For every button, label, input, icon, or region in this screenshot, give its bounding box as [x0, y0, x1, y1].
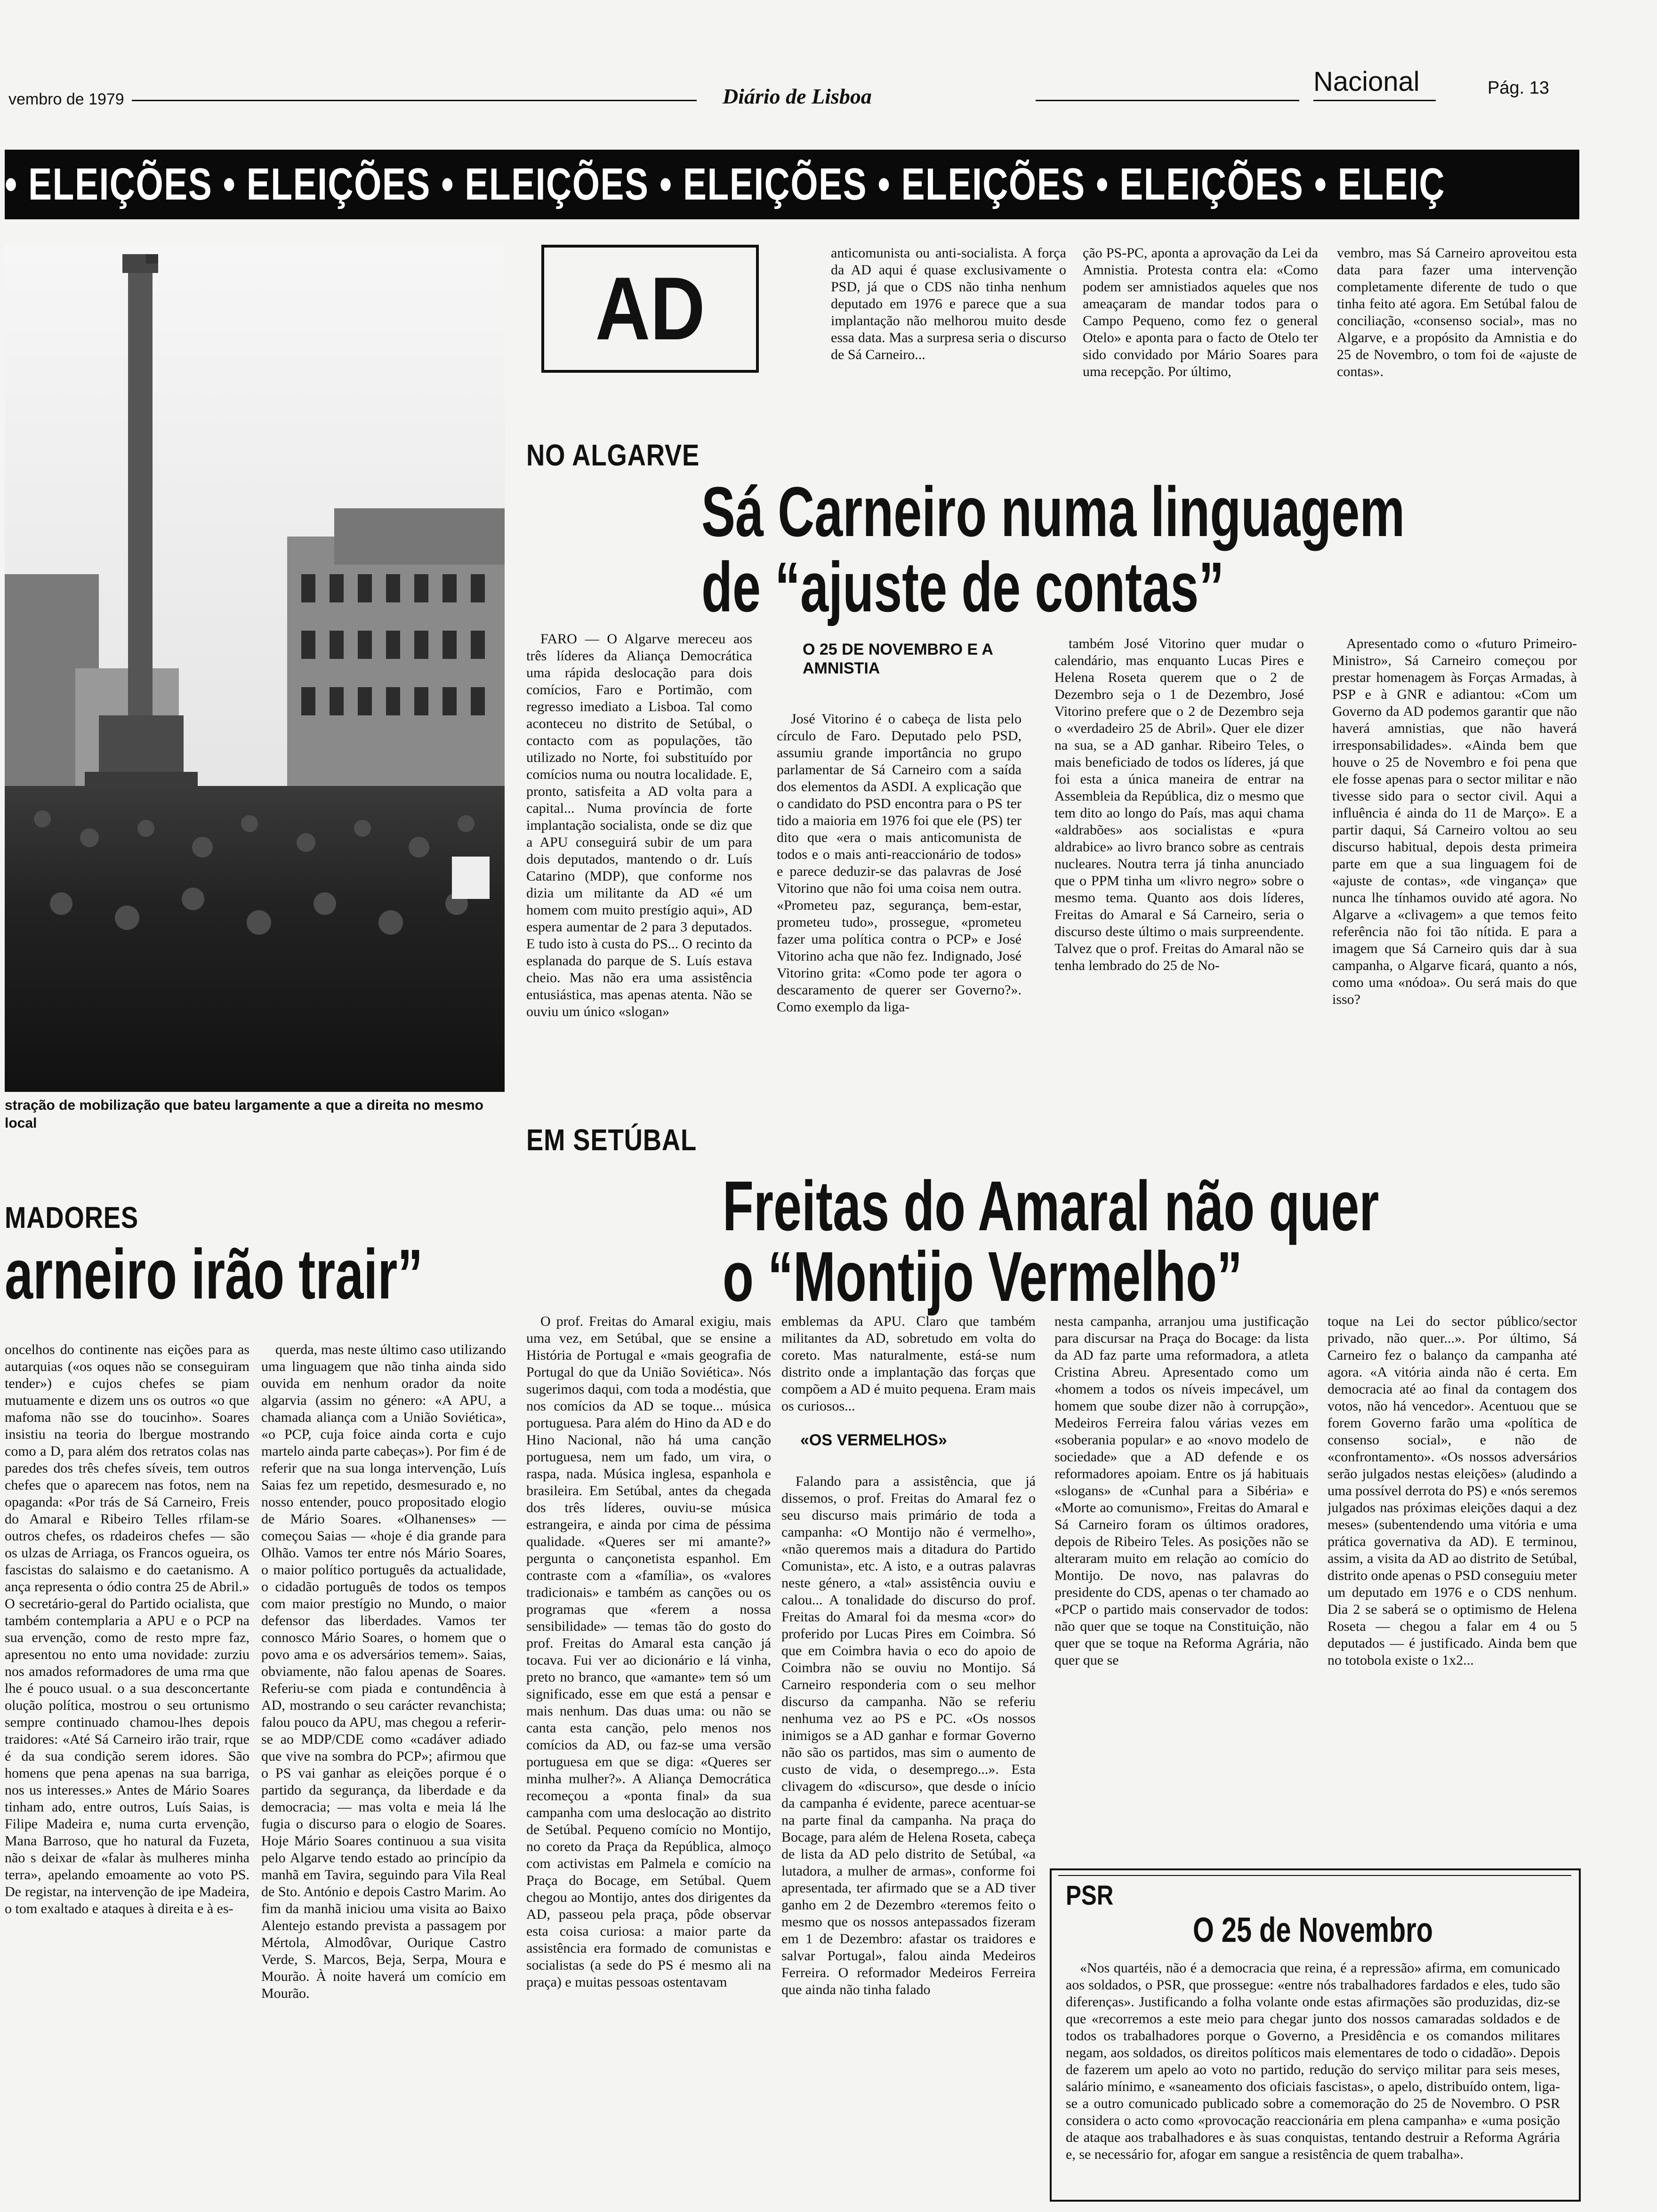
left-story-column-2-text: querda, mas neste último caso utilizando uma linguagem que não tinha ainda sido ouvida em nenhum orador da noite algarvia (assim no género: «A APU, a chamada aliança com a União Soviética», «o PCP, cuja foice ainda corta e cujo martelo ainda parte cabeças»). Por fim é de referir que na sua longa intervenção, Luís Saias fez um repetido, desmesurado e, no nosso entender, pouco propositado elogio de Mário Soares. «Olhanenses» — começou Saias — «hoje é dia grande para Olhão. Vamos ter entre nós Mário Soares, o maior político português da actualidade, o cidadão português de todos os tempos com maior prestígio no Mundo, o maior defensor das liberdades. Vamos ter connosco Mário Soares, o homem que o povo ama e os adversários temem». Saias, obviamente, não falou apenas de Soares. Referiu-se com piada e contundência à AD, mostrando o seu carácter revanchista; falou pouco da APU, mas chegou a referir-se ao MDP/CDE como «cadáver adiado que vive na sombra do PCP»; afirmou que o PS vai ganhar as eleições porque é o partido da segurança, da liberdade e da democracia; — mas volta e meia lá lhe fugia o discurso para o elogio de Soares. Hoje Mário Soares continuou a sua visita pelo Algarve tendo estado ao princípio da manhã em Tavira, seguindo para Vila Real de Sto. António e depois Castro Marim. Ao fim da manhã iniciou uma visita ao Baixo Alentejo estando prevista a passagem por Mértola, Almodôvar, Ourique Castro Verde, S. Marcos, Beja, Serpa, Moura e Mourão. À noite haverá um comício em Mourão. [261, 1342, 506, 2001]
psr-headline: O 25 de Novembro [1193, 1910, 1433, 1949]
algarve-column-4-text: Apresentado como o «futuro Primeiro-Ministro», Sá Carneiro começou por prestar homenagem às Forças Armadas, à PSP e à GNR e adiantou: «Com um Governo da AD podemos garantir que não haverá amnistias, que não haverá irresponsabilidades». «Ainda bem que houve o 25 de Novembro e foi pena que ele fosse apenas para o sector militar e não tivesse sido para o sector civil. Aqui a influência é ainda do 11 de Março». E a partir daqui, Sá Carneiro voltou ao seu discurso habitual, depois desta primeira parte em que a sua linguagem foi de «ajuste de contas», «de vingança» que nunca lhe tínhamos ouvido até agora. No Algarve a «clivagem» a que temos feito referência não foi tão nítida. E para a imagem que Sá Carneiro quis dar à sua campanha, o Algarve ficará, quanto a nós, como uma «nódoa». Ou será mais do que isso? [1332, 636, 1577, 1007]
algarve-column-2 [777, 711, 1022, 1125]
algarve-column-1 [526, 631, 752, 1120]
header-rule-middle [1036, 100, 1299, 101]
ad-logo: AD [595, 259, 705, 359]
left-story-headline: arneiro irão trair” [5, 1234, 423, 1314]
algarve-kicker: NO ALGARVE [526, 438, 700, 472]
elections-banner [5, 150, 1579, 219]
top-column-1-text: anticomunista ou anti-socialista. A força da AD aqui é quase exclusivamente o PSD, já que o CDS não tinha nenhum deputado em 1976 e parece que a sua implantação não melhorou muito desde essa data. Mas a surpresa seria o discurso de Sá Carneiro... [831, 245, 1066, 362]
page-number: Pág. 13 [1488, 78, 1549, 98]
algarve-headline-line1: Sá Carneiro numa linguagem [701, 472, 1405, 551]
psr-label-rule [1058, 1875, 1571, 1876]
algarve-subhead: O 25 DE NOVEMBRO E A AMNISTIA [803, 641, 993, 677]
section-name: Nacional [1313, 66, 1420, 97]
left-story-column-1-text: oncelhos do continente nas eições para as autarquias («os oques não se conseguiram tender») e cujos chefes se piam mutuamente e dizem uns os outros «o que mafoma não sse do toucinho». Soares insistiu na teoria do lbergue mostrando como a D, para além dos retratos colas nas paredes dos três chefes síveis, tem outros chefes que o aparecem nas fotos, nem na opaganda: «Por trás de Sá Carneiro, Freis do Amaral e Ribeiro Telles rfilam-se outros chefes, os rdadeiros chefes — são os ulzas de Arriaga, os Francos ogueira, os fascistas do salaismo e do caetanismo. A ança representa o ódio contra 25 de Abril.» O secretário-geral do Partido ocialista, que também contemplaria a APU e o PCP na sua ervenção, como de resto mpre faz, apresentou no ento uma novidade: zurziu nos amados reformadores de uma rma que lhe é pouco usual. o a sua desconcertante olução política, mostrou o seu ortunismo sempre continuado chamou-lhes depois traidores: «Até Sá Carneiro irão trair, rque é da sua condição serem idores. São homens que pena apenas na sua barriga, nos us interesses.» Antes de Mário Soares tinham ado, entre outros, Luís Saias, is Filipe Madeira e, numa curta ervenção, Mana Barroso, que ho natural da Fuzeta, não s deixar de «falar às mulheres minha terra», apelando emoamente ao voto PS. De registar, na intervenção de ipe Madeira, o tom exaltado e ataques à direita e à es- [5, 1342, 249, 1916]
psr-body [1066, 1960, 1560, 2190]
setubal-subhead: «OS VERMELHOS» [800, 1431, 947, 1449]
setubal-column-3-text: nesta campanha, arranjou uma justificação para discursar na Praça do Bocage: da lista da AD faz parte uma reformadora, a atleta Cristina Abreu. Apresentado como um «homem a todos os níveis impecável, um homem que soube dizer não à corrupção», Medeiros Ferreira falou várias vezes em «soberania popular» e ao «novo modelo de sociedade» que a AD defende e os reformadores apoiam. Entre os já habituais «slogans» de «Cunhal para a Sibéria» e «Morte ao comunismo», Freitas do Amaral e Sá Carneiro foram os últimos oradores, depois de Ribeiro Teles. As posições não se alteraram muito em relação ao comício do Montijo. De novo, nas palavras do presidente do CDS, apenas o ter chamado ao «PCP o partido mais conservador de todos: não quer que se toque na Constituição, não quer que se toque na Reforma Agrária, não quer que se [1054, 1314, 1309, 1668]
left-story-column-1 [5, 1341, 249, 2203]
setubal-column-1 [526, 1313, 771, 2203]
setubal-column-3 [1054, 1313, 1309, 1859]
banner-text: • ELEIÇÕES • ELEIÇÕES • ELEIÇÕES • ELEIÇÕES • ELEIÇÕES • ELEIÇÕES • ELEIÇ [5, 159, 1446, 209]
algarve-column-4 [1332, 635, 1577, 1125]
top-column-2 [1083, 245, 1318, 428]
setubal-column-1-text: O prof. Freitas do Amaral exigiu, mais uma vez, em Setúbal, que se ensine a História de Portugal e «mais geografia de Portugal do que da União Soviética». Nós sugerimos daqui, com toda a modéstia, que nos comícios da AD se toque... música portuguesa. Para além do Hino da AD e do Hino Nacional, não há uma canção portuguesa, nem um fado, um vira, o raspa, nada. Música inglesa, espanhola e brasileira. Em Setúbal, antes da chegada dos três líderes, ouviu-se música estrangeira, e ainda por cima de péssima qualidade. «Queres ser mi amante?» pergunta o cançonetista espanhol. Em contraste com a «família», os «valores tradicionais» e também as canções ou os programas que «ferem a nossa sensibilidade» — temas tão do gosto do prof. Freitas do Amaral esta canção já tocava. Fui ver ao dicionário e lá vinha, preto no branco, que «amante» tem só um significado, esse em que está a pensar e mais nenhum. Das duas uma: ou não se canta esta canção, pelo menos nos comícios da AD, ou faz-se uma versão portuguesa em que se diga: «Queres ser minha mulher?». A Aliança Democrática recomeçou a «ponta final» da sua campanha com uma deslocação ao distrito de Setúbal. Pequeno comício no Montijo, no coreto da Praça da República, almoço com activistas em Palmela e comício na Praça do Bocage, em Setúbal. Quem chegou ao Montijo, antes dos dirigentes da AD, passeou pela praça, pôde observar esta coisa curiosa: a maior parte da assistência era formado de comunistas e socialistas (a sede do PS é mesmo ali na praça) e muitas pessoas ostentavam [526, 1314, 771, 1990]
setubal-column-2-top [781, 1313, 1036, 1421]
algarve-column-3 [1054, 635, 1304, 1125]
setubal-column-2-top-text: emblemas da APU. Claro que também militantes da AD, sobretudo em volta do coreto. Mas naturalmente, está-se num distrito onde a implantação das forças que compõem a AD é muito pequena. Eram mais os curiosos... [781, 1314, 1036, 1414]
psr-box [1050, 1868, 1581, 2202]
section-underline [1313, 100, 1436, 101]
setubal-column-4 [1327, 1313, 1577, 1859]
setubal-column-2 [781, 1473, 1036, 2203]
setubal-column-2-text: Falando para a assistência, que já dissemos, o prof. Freitas do Amaral fez o seu discurso mais primário de toda a campanha: «O Montijo não é vermelho», «não queremos mais a ditadura do Partido Comunista», etc. A isto, e a outras palavras neste género, a «tal» assistência ouviu e calou... A tonalidade do discurso do prof. Freitas do Amaral foi da mesma «cor» do proferido por Lucas Pires em Coimbra. Só que em Coimbra havia o eco do apoio de Coimbra não se ouviu no Montijo. Sá Carneiro responderia com o seu melhor discurso da campanha. Não se referiu nenhuma vez ao PS e PC. «Os nossos inimigos se a AD ganhar e formar Governo não são os partidos, mas sim o aumento de custo de vida, o desemprego...». Esta clivagem do «discurso», que desde o início da campanha é evidente, parece acentuar-se na parte final da campanha. Na praça do Bocage, para além de Helena Roseta, cabeça de lista da AD pelo distrito de Setúbal, «a lutadora, a mulher de armas», conforme foi apresentada, ter afirmado que se a AD tiver ganho em 2 de Dezembro «teremos feito o mesmo que os nossos antepassados fizeram em 1 de Dezembro: afastar os traidores e salvar Portugal», falou ainda Medeiros Ferreira. O reformador Medeiros Ferreira que ainda não tinha falado [781, 1474, 1036, 1997]
left-story-column-2 [261, 1341, 506, 2203]
setubal-column-4-text: toque na Lei do sector público/sector privado, não quer...». Por último, Sá Carneiro fez o balanço da campanha até agora. «A vitória ainda não é certa. Em democracia até ao final da contagem dos votos, não há vencedor». Acentuou que se forem Governo farão uma «política de consenso social», e não de «confrontamento». «Os nossos adversários serão julgados nestas eleições» (aludindo a uma possível derrota do PS) e «nós seremos julgados nas próximas eleições daqui a dez meses» (subentendendo uma vitória e uma prática governativa da AD). E terminou, assim, a visita da AD ao distrito de Setúbal, distrito onde apenas o PSD conseguiu meter um deputado em 1976 e o CDS nenhum. Dia 2 se saberá se o optimismo de Helena Roseta — chegou a falar em 4 ou 5 deputados — é justificado. Ainda bem que no totobola existe o 1x2... [1327, 1314, 1577, 1668]
setubal-headline-line1: Freitas do Amaral não quer [723, 1166, 1379, 1245]
rally-photo [5, 245, 505, 1092]
top-column-3 [1337, 245, 1577, 428]
setubal-kicker: EM SETÚBAL [526, 1123, 697, 1157]
crowd-square-image [5, 245, 505, 1092]
top-column-2-text: ção PS-PC, aponta a aprovação da Lei da Amnistia. Protesta contra ela: «Como podem ser amnistiados aqueles que nos ameaçaram de mandar todos para o Campo Pequeno, como fez o general Otelo» e aponta para o facto de Otelo ter sido convidado por Mário Soares para uma recepção. Por último, [1083, 245, 1318, 379]
algarve-headline-line2: de “ajuste de contas” [701, 547, 1224, 626]
ad-logo-box [541, 245, 759, 373]
left-story-kicker: MADORES [5, 1201, 139, 1234]
algarve-column-3-text: também José Vitorino quer mudar o calendário, mas enquanto Lucas Pires e Helena Roseta querem que o 2 de Dezembro seja o 1 de Dezembro, José Vitorino prefere que o 2 de Dezembro seja o «verdadeiro 25 de Abril». Quer ele dizer na sua, se a AD ganhar. Ribeiro Teles, o mais beneficiado de todos os líderes, já que foi esta a única maneira de entrar na Assembleia da República, diz o mesmo que tem dito ao longo do País, mas aqui chama «aldrabões» aos socialistas e «pura aldrabice» ao livro branco sobre as centrais nucleares. Noutra terra já tinha anunciado que o PPM tinha um «livro negro» sobre o mesmo tema. Quanto aos dois líderes, Freitas do Amaral e Sá Carneiro, seria o discurso deste último o mais surpreendente. Talvez que o prof. Freitas do Amaral não se tenha lembrado do 25 de No- [1054, 636, 1304, 973]
top-column-3-text: vembro, mas Sá Carneiro aproveitou esta data para fazer uma intervenção completamente diferente de tudo o que tinha feito até agora. Em Setúbal falou de conciliação, «consenso social», mas no Algarve, e a propósito da Amnistia e do 25 de Novembro, o tom foi de «ajuste de contas». [1337, 245, 1577, 379]
psr-label: PSR [1066, 1880, 1114, 1911]
algarve-column-2-text: José Vitorino é o cabeça de lista pelo círculo de Faro. Deputado pelo PSD, assumiu grande importância no grupo parlamentar de Sá Carneiro com a saída dos elementos da ASDI. A explicação que o candidato do PSD encontra para o PS ter tido a maioria em 1976 foi que ele (PS) ter dito que «era o mais anticomunista de todos e o mais anti-reaccionário de todos» e parece deduzir-se das palavras de José Vitorino que não foi uma coisa nem outra. «Prometeu paz, segurança, bem-estar, prometeu tudo», prossegue, «prometeu fazer uma política contra o PCP» e José Vitorino acha que não fez. Indignado, José Vitorino grita: «Como pode ter agora o descaramento de querer ser Governo?». Como exemplo da liga- [777, 711, 1022, 1015]
header-rule-left [132, 100, 697, 101]
masthead: Diário de Lisboa [723, 84, 872, 108]
top-column-1 [831, 245, 1066, 428]
algarve-column-1-text: FARO — O Algarve mereceu aos três líderes da Aliança Democrática uma rápida deslocação para dois comícios, Faro e Portimão, com regresso imediato a Lisboa. Tal como aconteceu no distrito de Setúbal, o contacto com as populações, tão utilizado no Norte, foi substituído por comícios numa ou noutra localidade. E, pronto, satisfeita a AD volta para a capital... Numa província de forte implantação socialista, onde se diz que a APU conseguirá subir de um para dois deputados, mantendo o dr. Luís Catarino (MDP), que conforme nos dizia um militante da AD «é um homem com muito prestígio aqui», AD espera aumentar de 2 para 3 deputados. E tudo isto à custa do PS... O recinto da esplanada do parque de S. Luís estava cheio. Mas não era uma assistência entusiástica, mas apenas atenta. Não se ouviu um único «slogan» [526, 631, 752, 1019]
psr-body-text: «Nos quartéis, não é a democracia que reina, é a repressão» afirma, em comunicado aos soldados, o PSR, que prossegue: «entre nós trabalhadores fardados e eles, tudo são diferenças». Justificando a folha volante onde estas afirmações são produzidas, diz-se que «recorremos a este meio para chegar junto dos nossos camaradas soldados e de todos os trabalhadores porque o Governo, a Presidência e os comandos militares negam, aos soldados, os direitos políticos mais elementares de todo o cidadão». Depois de fazerem um apelo ao voto no partido, redução do serviço militar para seis meses, salário mínimo, e «saneamento dos oficiais fascistas», o apelo, distribuído ontem, liga-se a outro comunicado publicado sobre a comemoração do 25 de Novembro. O PSR considera o acto como «provocação reaccionária em plena campanha» e «uma posição de ataque aos trabalhadores e às suas conquistas, tentando destruir a Reforma Agrária e, se necessário for, afogar em sangue a resistência de quem trabalha». [1066, 1960, 1560, 2162]
issue-date: vembro de 1979 [8, 90, 124, 108]
setubal-headline-line2: o “Montijo Vermelho” [723, 1237, 1243, 1316]
photo-caption: stração de mobilização que bateu largamente a que a direita no mesmo local [5, 1098, 483, 1131]
